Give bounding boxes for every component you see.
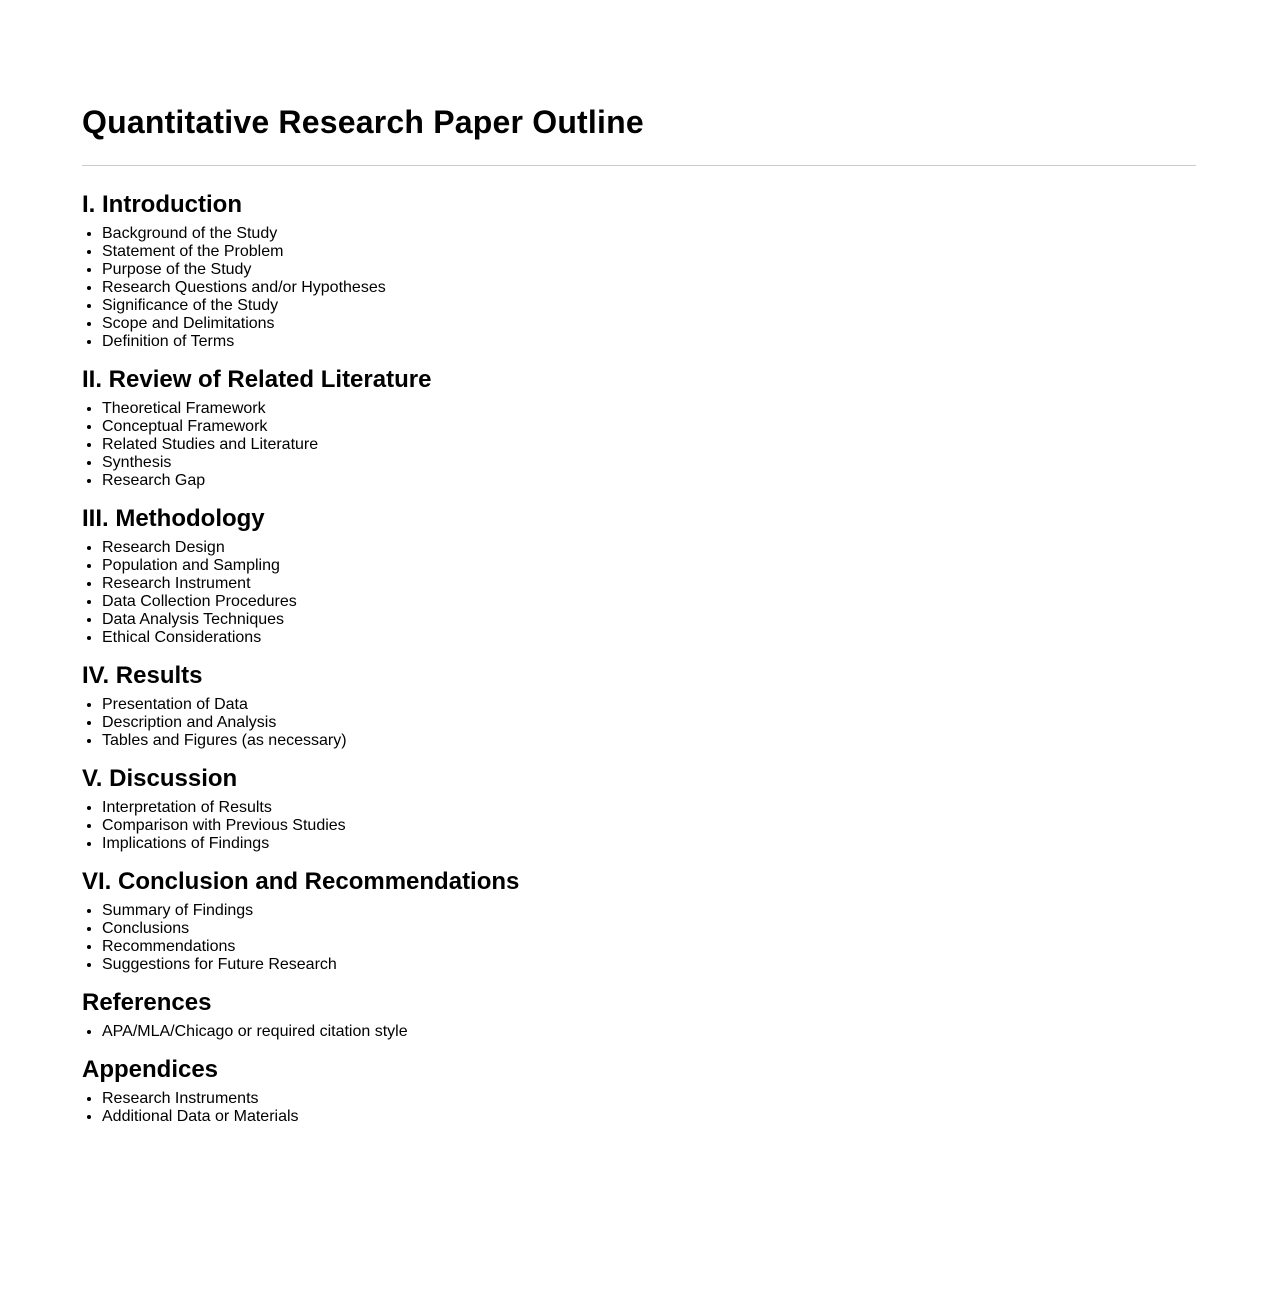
list-item: • Theoretical Framework bbox=[102, 400, 1196, 418]
list-item: • Tables and Figures (as necessary) bbox=[102, 732, 1196, 750]
list-item: • Statement of the Problem bbox=[102, 243, 1196, 261]
title-divider bbox=[82, 165, 1196, 166]
list-item: • Population and Sampling bbox=[102, 557, 1196, 575]
section-heading: IV. Results bbox=[82, 662, 203, 689]
outline-section bbox=[82, 190, 1196, 351]
list-item: • Ethical Considerations bbox=[102, 629, 1196, 647]
section-item-list bbox=[82, 225, 1196, 351]
section-item-list bbox=[82, 799, 1196, 853]
section-heading: III. Methodology bbox=[82, 505, 265, 532]
list-item: • Summary of Findings bbox=[102, 902, 1196, 920]
outline-section bbox=[82, 988, 1196, 1041]
section-item-list bbox=[82, 400, 1196, 490]
list-item: • Synthesis bbox=[102, 454, 1196, 472]
section-heading: I. Introduction bbox=[82, 191, 242, 218]
outline-section bbox=[82, 365, 1196, 490]
list-item: • Recommendations bbox=[102, 938, 1196, 956]
list-item: • Conclusions bbox=[102, 920, 1196, 938]
page-title: Quantitative Research Paper Outline bbox=[82, 104, 644, 140]
list-item: • Related Studies and Literature bbox=[102, 436, 1196, 454]
list-item: • Comparison with Previous Studies bbox=[102, 817, 1196, 835]
list-item: • Data Analysis Techniques bbox=[102, 611, 1196, 629]
list-item: • Interpretation of Results bbox=[102, 799, 1196, 817]
list-item: • Suggestions for Future Research bbox=[102, 956, 1196, 974]
list-item: • Implications of Findings bbox=[102, 835, 1196, 853]
list-item: • Purpose of the Study bbox=[102, 261, 1196, 279]
outline-section bbox=[82, 764, 1196, 853]
list-item: • Description and Analysis bbox=[102, 714, 1196, 732]
section-heading: Appendices bbox=[82, 1056, 219, 1083]
list-item: • Research Design bbox=[102, 539, 1196, 557]
list-item: • Conceptual Framework bbox=[102, 418, 1196, 436]
list-item: • Research Questions and/or Hypotheses bbox=[102, 279, 1196, 297]
list-item: • Presentation of Data bbox=[102, 696, 1196, 714]
list-item: • Research Gap bbox=[102, 472, 1196, 490]
section-item-list bbox=[82, 696, 1196, 750]
outline-section bbox=[82, 661, 1196, 750]
list-item: • Research Instruments bbox=[102, 1090, 1196, 1108]
outline-section bbox=[82, 504, 1196, 647]
section-heading: II. Review of Related Literature bbox=[82, 366, 432, 393]
list-item: • Background of the Study bbox=[102, 225, 1196, 243]
section-item-list bbox=[82, 902, 1196, 974]
outline-section bbox=[82, 867, 1196, 974]
list-item: • Research Instrument bbox=[102, 575, 1196, 593]
list-item: • Additional Data or Materials bbox=[102, 1108, 1196, 1126]
section-item-list bbox=[82, 1090, 1196, 1126]
list-item: • Significance of the Study bbox=[102, 297, 1196, 315]
section-heading: V. Discussion bbox=[82, 765, 238, 792]
list-item: • Data Collection Procedures bbox=[102, 593, 1196, 611]
section-item-list bbox=[82, 1023, 1196, 1041]
outline-sections bbox=[82, 190, 1196, 1126]
list-item: • Definition of Terms bbox=[102, 333, 1196, 351]
section-heading: VI. Conclusion and Recommendations bbox=[82, 868, 520, 895]
section-heading: References bbox=[82, 989, 212, 1016]
outline-section bbox=[82, 1055, 1196, 1126]
list-item: • APA/MLA/Chicago or required citation style bbox=[102, 1023, 1196, 1041]
section-item-list bbox=[82, 539, 1196, 647]
list-item: • Scope and Delimitations bbox=[102, 315, 1196, 333]
